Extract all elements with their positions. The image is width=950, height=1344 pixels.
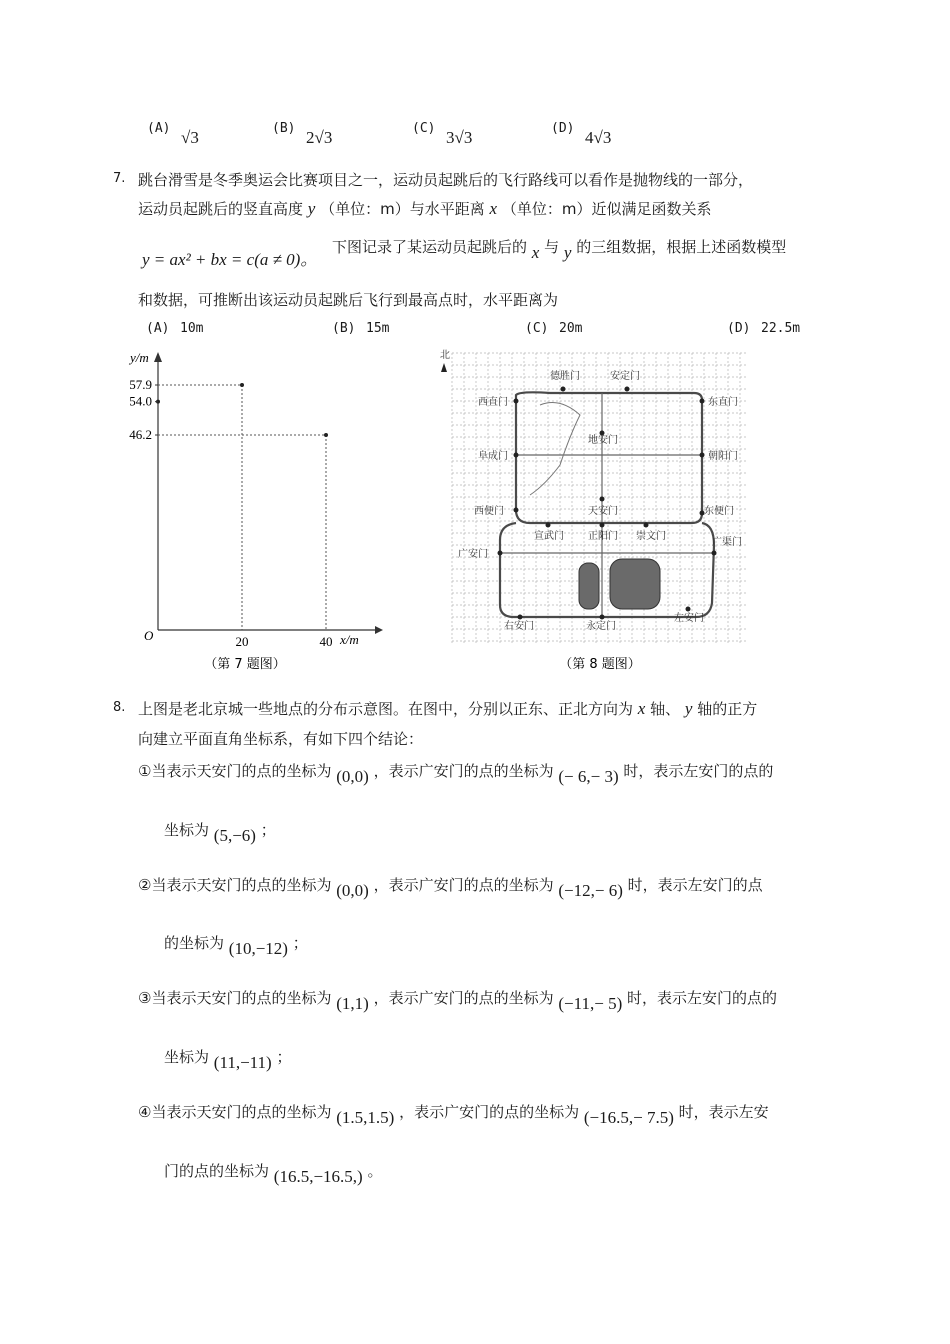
q8-text: 坐标为 bbox=[164, 1048, 210, 1066]
q8-conclusion-2-cont bbox=[164, 932, 308, 958]
q8-point: (1,1) bbox=[336, 994, 369, 1013]
q6-option-d-value: 4√3 bbox=[585, 128, 612, 147]
q8-line-2: 向建立平面直角坐标系，有如下四个结论： bbox=[138, 730, 424, 748]
q8-text: ，表示广安门的点的坐标为 bbox=[373, 989, 554, 1007]
gate-dot bbox=[644, 523, 649, 528]
q8-text: 坐标为 bbox=[164, 821, 210, 839]
q7-number: 7. bbox=[113, 171, 126, 186]
q7-option-c-value: 20m bbox=[559, 321, 583, 336]
q8-conclusion-1-cont bbox=[164, 819, 276, 845]
q7-text: 下图记录了某运动员起跳后的 bbox=[332, 238, 528, 256]
q8-text: ①当表示天安门的点的坐标为 bbox=[138, 762, 332, 780]
gate-dot bbox=[700, 399, 705, 404]
gate-label-dongzhimen: 东直门 bbox=[708, 397, 738, 408]
gate-label-guanganmen: 广安门 bbox=[458, 549, 488, 560]
figure-7-caption: （第 7 题图） bbox=[204, 657, 286, 672]
gate-dots bbox=[498, 387, 717, 620]
gate-label-dianmen: 地安门 bbox=[588, 435, 618, 446]
q8-text: ，表示广安门的点的坐标为 bbox=[399, 1103, 580, 1121]
gate-label-dongbianmen: 东便门 bbox=[704, 506, 734, 517]
figure-8-map bbox=[430, 345, 760, 675]
gate-label-zuoanmen: 左安门 bbox=[674, 613, 704, 624]
q6-option-c-value: 3√3 bbox=[446, 128, 473, 147]
q8-point: (0,0) bbox=[336, 881, 369, 900]
y-axis-arrow bbox=[154, 352, 162, 362]
gate-dot bbox=[712, 551, 717, 556]
gate-dot bbox=[600, 523, 605, 528]
gate-label-andingmen: 安定门 bbox=[610, 371, 640, 382]
y-axis-label: y/m bbox=[130, 350, 149, 365]
data-point bbox=[240, 383, 244, 387]
q8-point: (16.5,−16.5,) bbox=[273, 1167, 363, 1186]
q7-option-c-label: (C) bbox=[525, 321, 549, 336]
y-tick-label: 57.9 bbox=[129, 377, 152, 392]
inner-city-wall bbox=[516, 392, 702, 523]
q7-line-2 bbox=[138, 198, 711, 220]
gate-dot bbox=[686, 607, 691, 612]
gate-dot bbox=[514, 508, 519, 513]
gate-dot bbox=[546, 523, 551, 528]
gate-dot bbox=[700, 453, 705, 458]
q7-text: （单位：m）与水平距离 bbox=[320, 200, 485, 218]
q8-conclusion-1 bbox=[138, 760, 774, 786]
q8-line-1 bbox=[138, 698, 757, 720]
q8-point: (−16.5,− 7.5) bbox=[583, 1108, 674, 1127]
q8-conclusion-3-cont bbox=[164, 1046, 292, 1072]
gate-dot bbox=[514, 453, 519, 458]
q8-text: 轴的正方 bbox=[697, 700, 758, 718]
chart-ticks bbox=[129, 377, 332, 649]
q7-text: 的三组数据，根据上述函数模型 bbox=[576, 238, 787, 256]
q8-conclusion-3 bbox=[138, 987, 778, 1013]
gate-dot bbox=[498, 551, 503, 556]
gate-label-tiananmen: 天安门 bbox=[588, 506, 618, 517]
q7-line-3 bbox=[332, 236, 787, 262]
q8-point: (10,−12) bbox=[228, 939, 288, 958]
q8-text: ②当表示天安门的点的坐标为 bbox=[138, 876, 332, 894]
q8-text: ； bbox=[260, 821, 276, 839]
gate-label-xizhimen: 西直门 bbox=[478, 397, 508, 408]
q8-var-y: y bbox=[684, 699, 693, 718]
q7-option-b-label: (B) bbox=[332, 321, 356, 336]
q8-text: 时，表示左安门的点的 bbox=[627, 989, 778, 1007]
q7-var-y: y bbox=[563, 243, 572, 262]
q8-point: (0,0) bbox=[336, 767, 369, 786]
q7-text: 与 bbox=[544, 238, 560, 256]
gate-dot bbox=[518, 615, 523, 620]
temple-of-agriculture bbox=[579, 563, 599, 609]
q6-option-b-value: 2√3 bbox=[306, 128, 333, 147]
q8-point: (− 6,− 3) bbox=[558, 767, 619, 786]
q8-conclusion-2 bbox=[138, 874, 763, 900]
q8-text: 时，表示左安 bbox=[678, 1103, 769, 1121]
q8-text: ③当表示天安门的点的坐标为 bbox=[138, 989, 332, 1007]
q7-option-a-value: 10m bbox=[180, 321, 204, 336]
q8-point: (5,−6) bbox=[213, 826, 256, 845]
q7-text: 运动员起跳后的竖直高度 bbox=[138, 200, 304, 218]
q7-line-4: 和数据，可推断出该运动员起跳后飞行到最高点时，水平距离为 bbox=[138, 291, 559, 309]
gate-label-xuanwumen: 宣武门 bbox=[534, 531, 564, 542]
q8-point: (1.5,1.5) bbox=[336, 1108, 395, 1127]
q8-conclusion-4 bbox=[138, 1101, 769, 1127]
gate-dot bbox=[625, 387, 630, 392]
q7-formula: y = ax² + bx = c(a ≠ 0)。 bbox=[142, 250, 318, 269]
chart-guides bbox=[158, 385, 326, 630]
q6-option-a-value: √3 bbox=[181, 128, 199, 147]
q7-option-a-label: (A) bbox=[146, 321, 170, 336]
data-point bbox=[324, 433, 328, 437]
gate-label-deshengmen: 德胜门 bbox=[550, 371, 580, 382]
x-axis-arrow bbox=[375, 626, 383, 634]
north-label: 北 bbox=[440, 350, 450, 361]
q8-text: ④当表示天安门的点的坐标为 bbox=[138, 1103, 332, 1121]
q7-var-x: x bbox=[531, 243, 540, 262]
q6-option-d-label: (D) bbox=[551, 121, 575, 136]
q7-var-y: y bbox=[307, 199, 316, 218]
q8-text: 门的点的坐标为 bbox=[164, 1162, 270, 1180]
gate-label-chaoyangmen: 朝阳门 bbox=[708, 451, 738, 462]
gate-dot bbox=[561, 387, 566, 392]
q7-line-1: 跳台滑雪是冬季奥运会比赛项目之一，运动员起跳后的飞行路线可以看作是抛物线的一部分， bbox=[138, 171, 754, 189]
q8-text: ，表示广安门的点的坐标为 bbox=[373, 876, 554, 894]
q8-var-x: x bbox=[637, 699, 646, 718]
x-tick-label: 20 bbox=[235, 634, 249, 649]
temple-of-heaven bbox=[610, 559, 660, 609]
gate-label-yongdingmen: 永定门 bbox=[586, 621, 616, 632]
q8-text: 轴、 bbox=[650, 700, 681, 718]
q8-text: ，表示广安门的点的坐标为 bbox=[373, 762, 554, 780]
q8-text: 时，表示左安门的点 bbox=[627, 876, 763, 894]
q8-number: 8. bbox=[113, 700, 126, 715]
q7-option-d-label: (D) bbox=[727, 321, 751, 336]
gate-label-guangqumen: 广渠门 bbox=[712, 537, 742, 548]
gate-label-youanmen: 右安门 bbox=[504, 621, 534, 632]
gate-dot bbox=[600, 615, 605, 620]
q8-text: ； bbox=[292, 934, 308, 952]
x-axis-label: x/m bbox=[340, 632, 359, 647]
gate-dot bbox=[514, 399, 519, 404]
chart-axes bbox=[154, 352, 383, 634]
gate-dot bbox=[600, 497, 605, 502]
y-tick-label: 46.2 bbox=[129, 427, 152, 442]
q8-text: 上图是老北京城一些地点的分布示意图。在图中，分别以正东、正北方向为 bbox=[138, 700, 634, 718]
origin-label: O bbox=[144, 628, 154, 643]
q7-var-x: x bbox=[489, 199, 498, 218]
q6-option-a-label: (A) bbox=[147, 121, 171, 136]
q8-point: (−12,− 6) bbox=[558, 881, 623, 900]
figure-8-caption: （第 8 题图） bbox=[559, 657, 641, 672]
q6-option-c-label: (C) bbox=[412, 121, 436, 136]
gate-label-chongwenmen: 崇文门 bbox=[636, 531, 666, 542]
gate-label-xibianmen: 西便门 bbox=[474, 506, 504, 517]
q7-option-d-value: 22.5m bbox=[761, 321, 801, 336]
q8-point: (−11,− 5) bbox=[558, 994, 623, 1013]
q8-text: ； bbox=[276, 1048, 292, 1066]
north-arrow-icon bbox=[441, 363, 447, 372]
q6-option-b-label: (B) bbox=[272, 121, 296, 136]
figure-7-chart bbox=[100, 340, 390, 680]
q8-text: 。 bbox=[367, 1162, 383, 1180]
q8-conclusion-4-cont bbox=[164, 1160, 383, 1186]
q8-text: 的坐标为 bbox=[164, 934, 225, 952]
q8-point: (11,−11) bbox=[213, 1053, 272, 1072]
q8-text: 时，表示左安门的点的 bbox=[623, 762, 774, 780]
x-tick-label: 40 bbox=[319, 634, 333, 649]
q7-text: （单位：m）近似满足函数关系 bbox=[501, 200, 712, 218]
y-tick-label: 54.0 bbox=[129, 393, 152, 409]
gate-label-fuchengmen: 阜成门 bbox=[478, 451, 508, 462]
gate-label-zhengyangmen: 正阳门 bbox=[588, 531, 618, 542]
q7-option-b-value: 15m bbox=[366, 321, 390, 336]
